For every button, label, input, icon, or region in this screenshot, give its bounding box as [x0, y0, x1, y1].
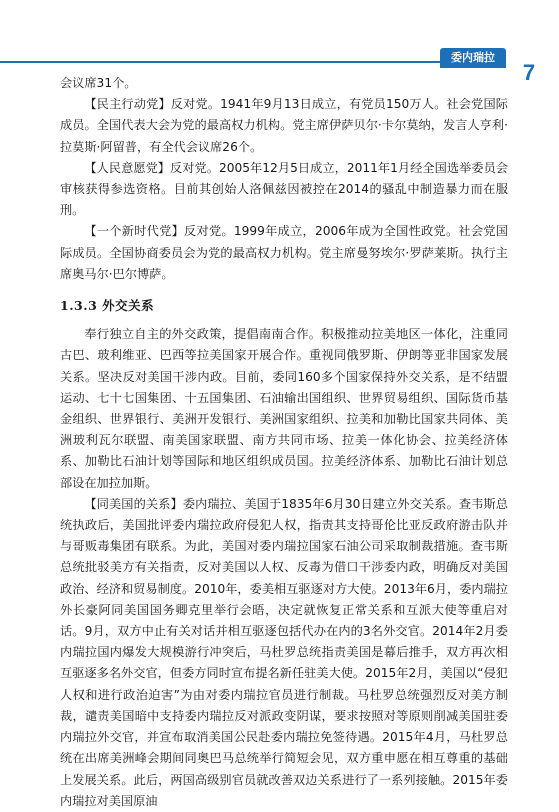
paragraph-popular-will-party: 【人民意愿党】反对党。2005年12月5日成立，2011年1月经全国选举委员会审核获得参选资格。目前其创始人洛佩兹因被控在2014的骚乱中制造暴力而在服刑。 — [60, 160, 508, 218]
page-body — [60, 73, 508, 812]
running-title: 委内瑞拉 — [440, 48, 506, 68]
paragraph-us-relations: 【同美国的关系】委内瑞拉、美国于1835年6月30日建立外交关系。查韦斯总统执政后，美国批评委内瑞拉政府侵犯人权，指责其支持哥伦比亚反政府游击队并与哥贩毒集团有联系。为此，美国对委内瑞拉国家石油公司采取制裁措施。查韦斯总统批驳美方有关指责，反对美国以人权、反毒为借口干涉委内政，明确反对美国政治、经济和贸易制度。2010年，委美相互驱逐对方大使。2013年6月，委内瑞拉外长豪阿同美国国务卿克里举行会晤，决定就恢复正常关系和互派大使等重启对话。9月，双方中止有关对话并相互驱逐包括代办在内的3名外交官。2014年2月委内瑞拉国内爆发大规模游行冲突后，马杜罗总统指责美国是幕后推手，双方再次相互驱逐多名外交官，但委方同时宣布提名新任驻美大使。2015年2月，美国以“侵犯人权和进行政治迫害”为由对委内瑞拉官员进行制裁。马杜罗总统强烈反对美方制裁，谴责美国暗中支持委内瑞拉反对派政变阴谋，要求按照对等原则削减美国驻委内瑞拉外交官，并宣布取消美国公民赴委内瑞拉免签待遇。2015年4月，马杜罗总统在出席美洲峰会期间同奥巴马总统举行简短会见，双方重申愿在相互尊重的基础上发展关系。此后，两国高级别官员就改善双边关系进行了一系列接触。2015年委内瑞拉对美国原油 — [60, 496, 508, 808]
page-number: 7 — [522, 60, 536, 85]
paragraph-foreign-policy: 奉行独立自主的外交政策，提倡南南合作。积极推动拉美地区一体化，注重同古巴、玻利维亚、巴西等拉美国家开展合作。重视同俄罗斯、伊朗等亚非国家发展关系。坚决反对美国干涉内政。目前，委同160多个国家保持外交关系，是不结盟运动、七十七国集团、十五国集团、石油输出国组织、世界贸易组织、国际货币基金组织、世界银行、美洲开发银行、美洲国家组织、拉美和加勒比国家共同体、美洲玻利瓦尔联盟、南美国家联盟、南方共同市场、拉美一体化协会、拉美经济体系、加勒比石油计划等国际和地区组织成员国。拉美经济体系、加勒比石油计划总部设在加拉加斯。 — [60, 327, 508, 490]
paragraph-democratic-action-party: 【民主行动党】反对党。1941年9月13日成立，有党员150万人。社会党国际成员。全国代表大会为党的最高权力机构。党主席伊萨贝尔·卡尔莫纳，发言人亨利·拉莫斯·阿留普，有全代会议席26个。 — [60, 97, 508, 154]
paragraph-continuation: 会议席31个。 — [60, 76, 137, 90]
header-rule — [0, 61, 506, 63]
paragraph-new-era-party: 【一个新时代党】反对党。1999年成立，2006年成为全国性政党。社会党国际成员。全国协商委员会为党的最高权力机构。党主席曼努埃尔·罗萨莱斯。执行主席奥马尔·巴尔博萨。 — [60, 224, 508, 281]
section-heading-foreign-relations: 1.3.3 外交关系 — [60, 298, 155, 314]
